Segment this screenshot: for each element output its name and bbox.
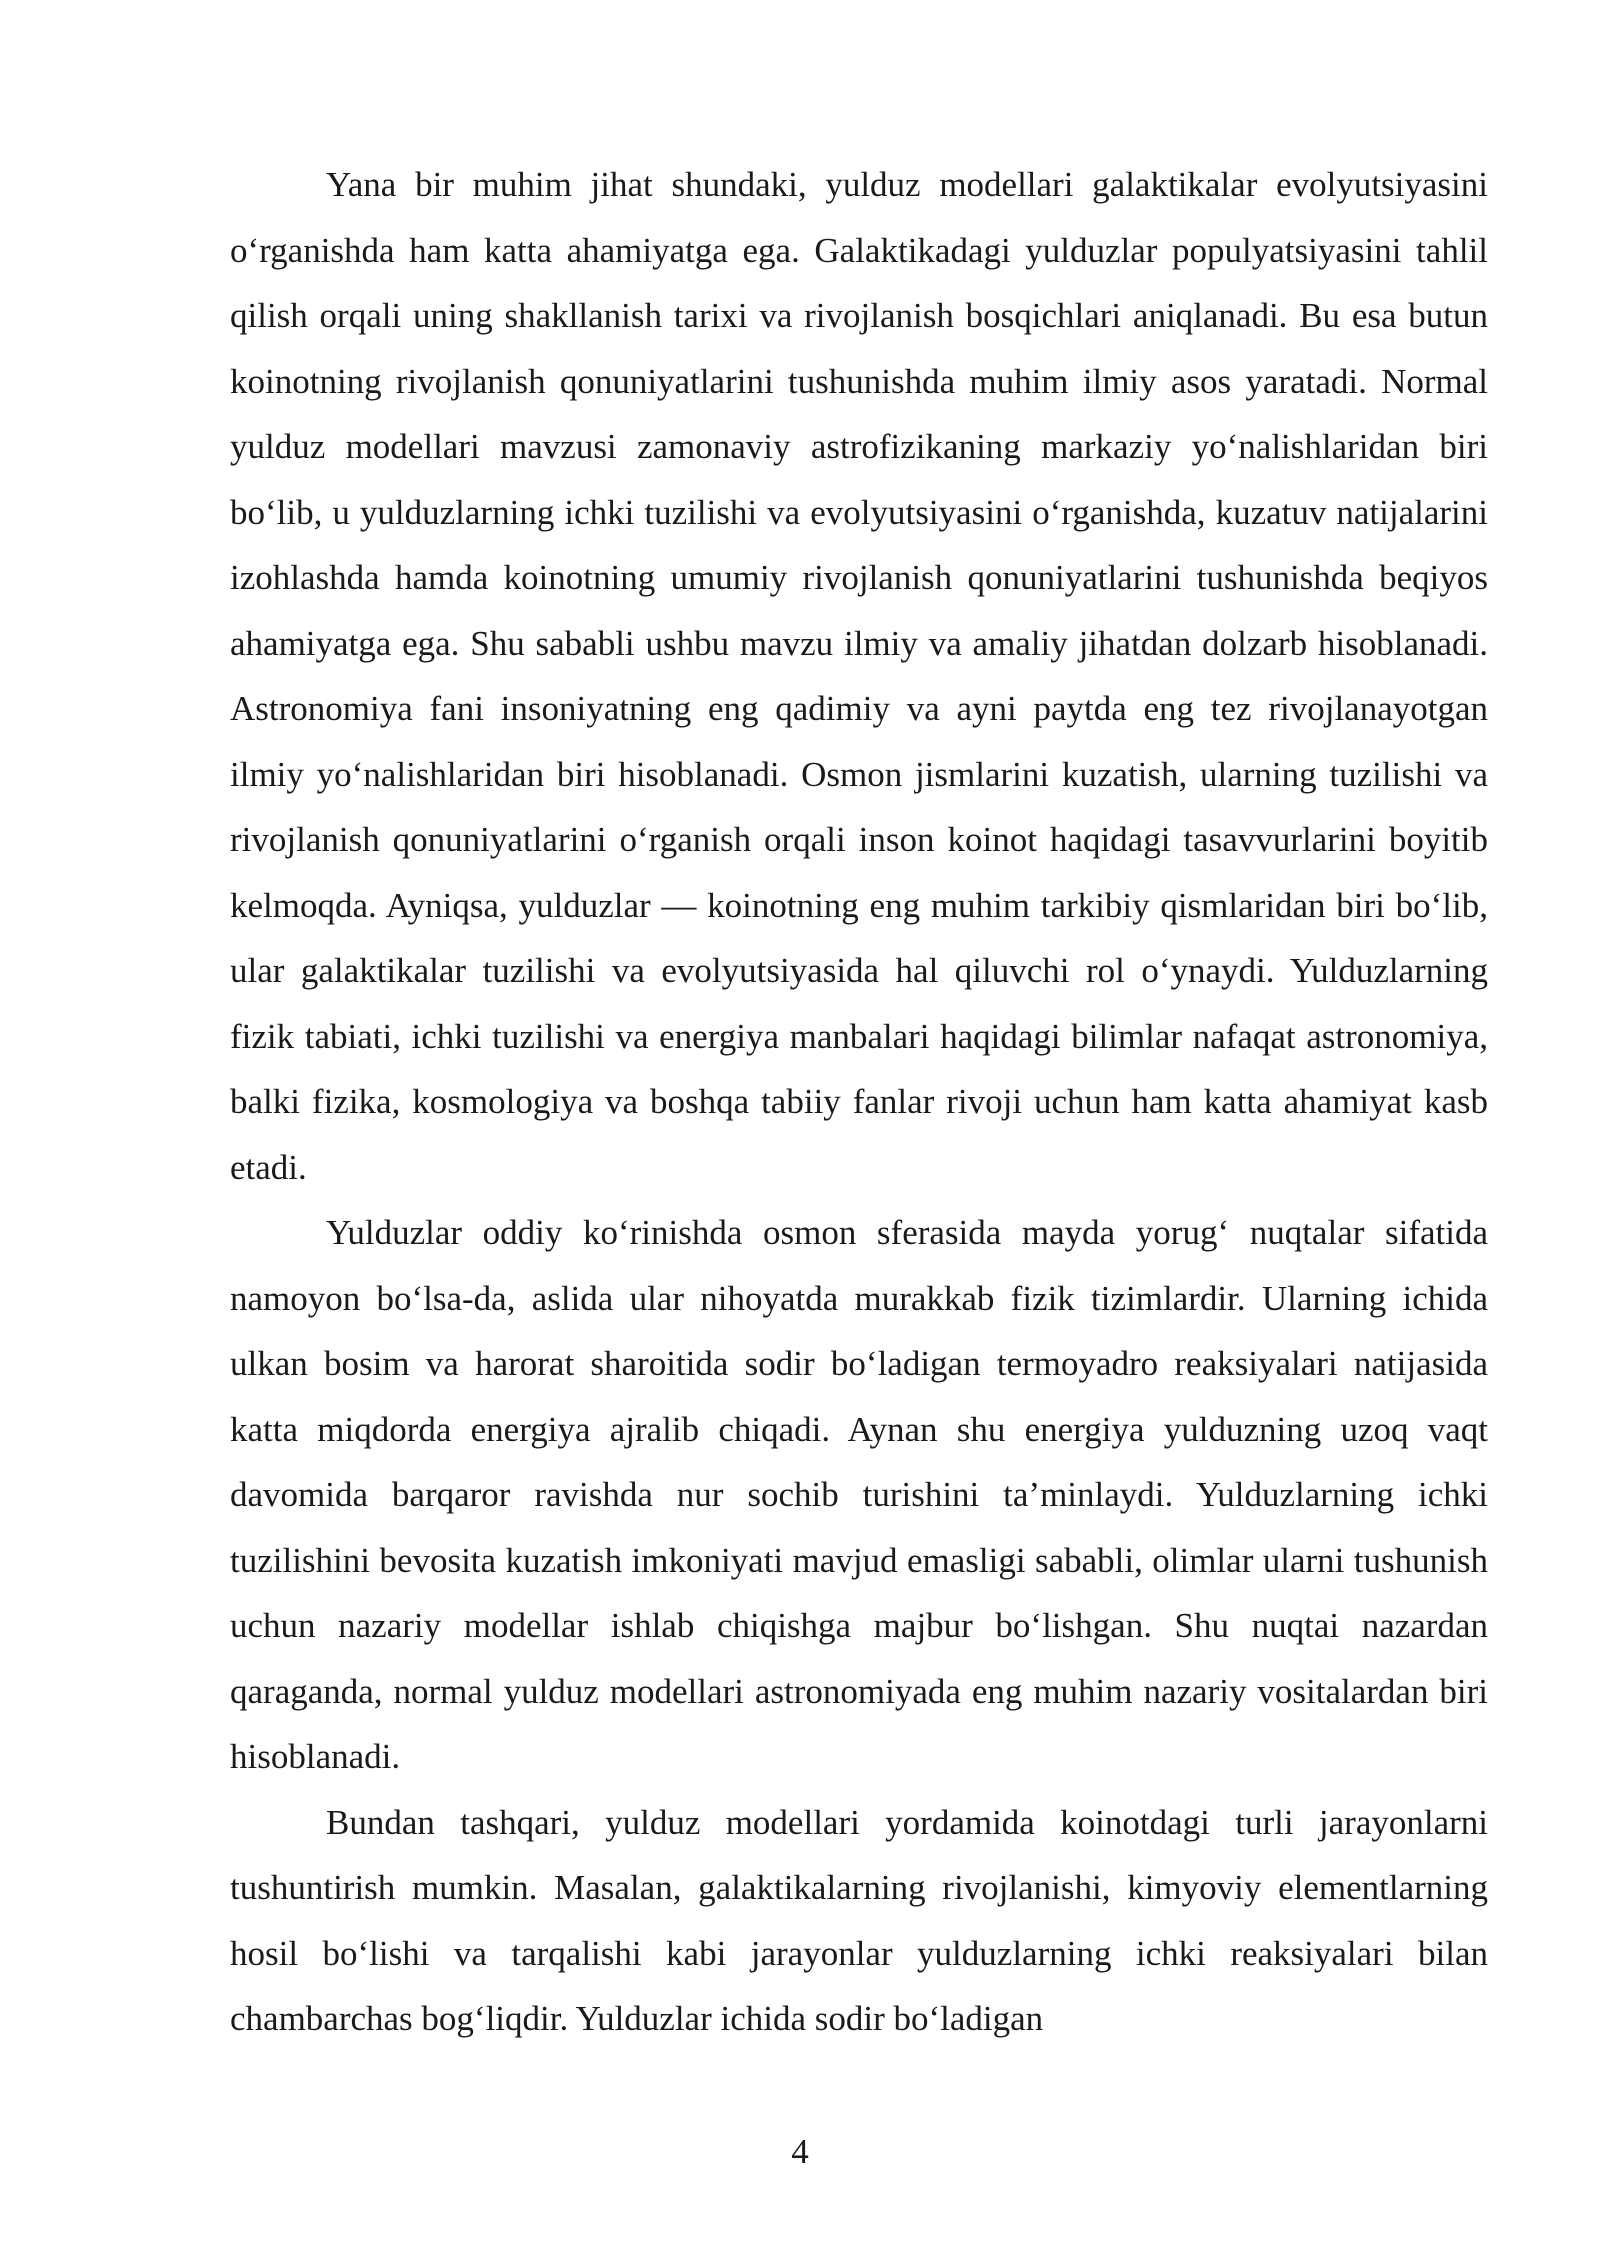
paragraph-3: Bundan tashqari, yulduz modellari yordamida koinotdagi turli jarayonlarni tushuntirish mumkin. Masalan, galaktikalarning rivojlanishi, kimyoviy elementlarning hosil bo‘lishi va tarqalishi kabi jarayonlar yulduzlarning ichki reaksiyalari bilan chambarchas bog‘liqdir. Yulduzlar ichida sodir bo‘ladigan: [230, 1802, 1488, 2038]
paragraph-1: Yana bir muhim jihat shundaki, yulduz modellari galaktikalar evolyutsiyasini o‘rganishda ham katta ahamiyatga ega. Galaktikadagi yulduzlar populyatsiyasini tahlil qilish orqali uning shakllanish tarixi va rivojlanish bosqichlari aniqlanadi. Bu esa butun koinotning rivojlanish qonuniyatlarini tushunishda muhim ilmiy asos yaratadi. Normal yulduz modellari mavzusi zamonaviy astrofizikaning markaziy yo‘nalishlaridan biri bo‘lib, u yulduzlarning ichki tuzilishi va evolyutsiyasini o‘rganishda, kuzatuv natijalarini izohlashda hamda koinotning umumiy rivojlanish qonuniyatlarini tushunishda beqiyos ahamiyatga ega. Shu sababli ushbu mavzu ilmiy va amaliy jihatdan dolzarb hisoblanadi. Astronomiya fani insoniyatning eng qadimiy va ayni paytda eng tez rivojlanayotgan ilmiy yo‘nalishlaridan biri hisoblanadi. Osmon jismlarini kuzatish, ularning tuzilishi va rivojlanish qonuniyatlarini o‘rganish orqali inson koinot haqidagi tasavvurlarini boyitib kelmoqda. Ayniqsa, yulduzlar — koinotning eng muhim tarkibiy qismlaridan biri bo‘lib, ular galaktikalar tuzilishi va evolyutsiyasida hal qiluvchi rol o‘ynaydi. Yulduzlarning fizik tabiati, ichki tuzilishi va energiya manbalari haqidagi bilimlar nafaqat astronomiya, balki fizika, kosmologiya va boshqa tabiiy fanlar rivoji uchun ham katta ahamiyat kasb etadi.: [230, 165, 1488, 1187]
body-text: [230, 152, 1488, 2052]
page-number: 4: [791, 2132, 809, 2171]
paragraph-2: Yulduzlar oddiy ko‘rinishda osmon sferasida mayda yorug‘ nuqtalar sifatida namoyon bo‘lsa-da, aslida ular nihoyatda murakkab fizik tizimlardir. Ularning ichida ulkan bosim va harorat sharoitida sodir bo‘ladigan termoyadro reaksiyalari natijasida katta miqdorda energiya ajralib chiqadi. Aynan shu energiya yulduzning uzoq vaqt davomida barqaror ravishda nur sochib turishini ta’minlaydi. Yulduzlarning ichki tuzilishini bevosita kuzatish imkoniyati mavjud emasligi sababli, olimlar ularni tushunish uchun nazariy modellar ishlab chiqishga majbur bo‘lishgan. Shu nuqtai nazardan qaraganda, normal yulduz modellari astronomiyada eng muhim nazariy vositalardan biri hisoblanadi.: [230, 1213, 1488, 1776]
